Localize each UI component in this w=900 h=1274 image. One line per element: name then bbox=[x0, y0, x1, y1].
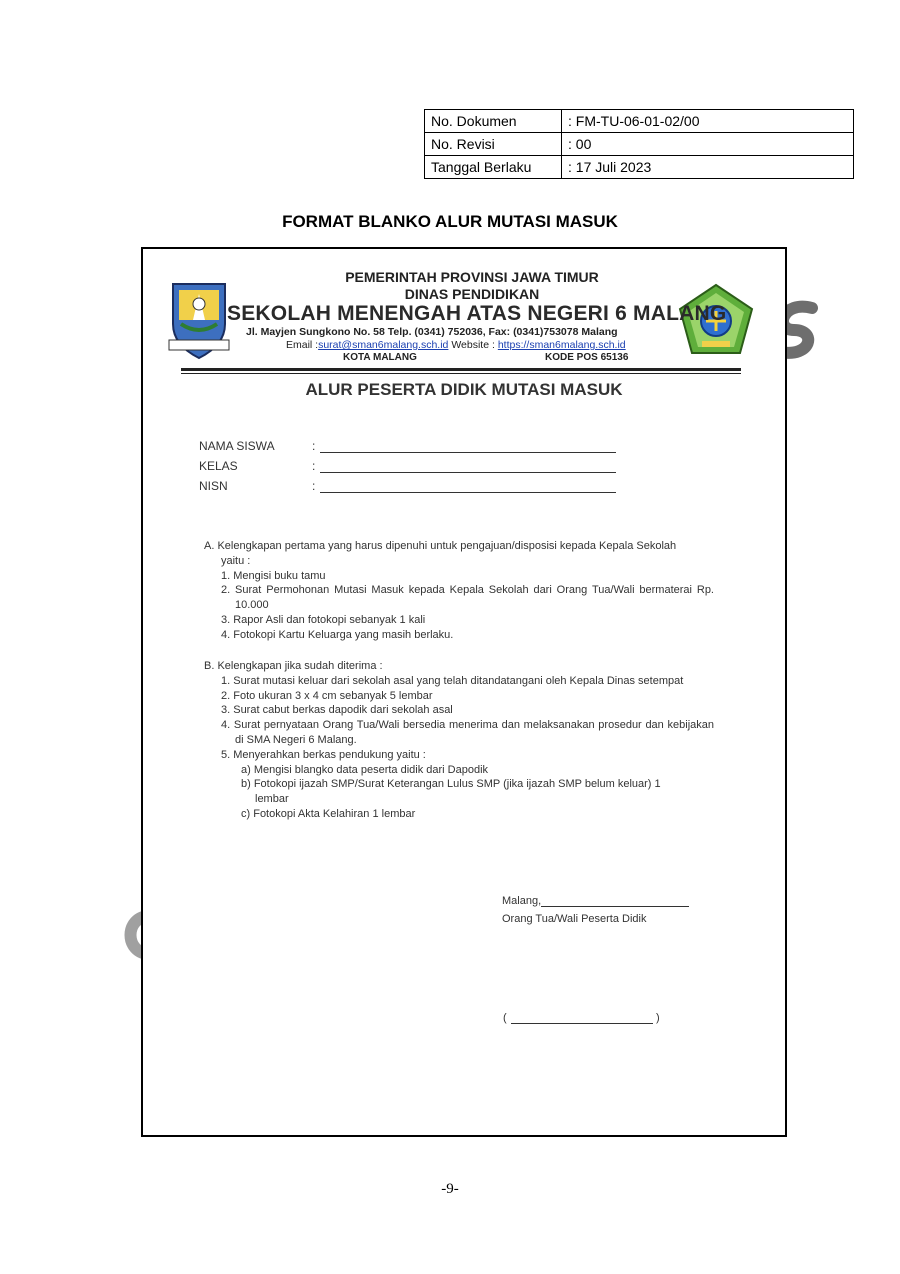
section-heading: B. Kelengkapan jika sudah diterima : bbox=[204, 660, 383, 672]
signature-place: Malang, bbox=[502, 895, 542, 907]
doc-info-label: No. Dokumen bbox=[425, 110, 562, 133]
list-item: 3. Surat cabut berkas dapodik dari sekolah asal bbox=[221, 704, 453, 717]
letterhead-postal-code: KODE POS 65136 bbox=[545, 352, 629, 363]
scanned-form-frame bbox=[141, 247, 787, 1137]
list-item: 2. Foto ukuran 3 x 4 cm sebanyak 5 lembar bbox=[221, 689, 433, 702]
page-number: -9- bbox=[441, 1181, 459, 1197]
document-title: FORMAT BLANKO ALUR MUTASI MASUK bbox=[282, 212, 618, 231]
student-name-field[interactable] bbox=[199, 439, 316, 453]
letterhead-divider bbox=[181, 373, 741, 374]
sub-list-item: a) Mengisi blangko data peserta didik dari Dapodik bbox=[241, 763, 489, 776]
signature-open-paren: ( bbox=[503, 1012, 507, 1024]
fill-in-line[interactable] bbox=[320, 472, 616, 473]
section-heading: A. Kelengkapan pertama yang harus dipenuhi untuk pengajuan/disposisi kepada Kepala Sekolah bbox=[204, 540, 677, 552]
class-field[interactable] bbox=[199, 459, 316, 473]
list-item: 5. Menyerahkan berkas pendukung yaitu : bbox=[221, 748, 426, 761]
website-link[interactable]: https://sman6malang.sch.id bbox=[497, 339, 626, 351]
table-row bbox=[425, 156, 854, 179]
letterhead-city: KOTA MALANG bbox=[343, 352, 417, 363]
signature-close-paren: ) bbox=[656, 1012, 660, 1024]
doc-info-label: No. Revisi bbox=[425, 133, 562, 156]
letterhead-divider bbox=[181, 368, 741, 371]
email-link[interactable]: surat@sman6malang.sch.id bbox=[318, 339, 449, 351]
list-item: 1. Mengisi buku tamu bbox=[221, 569, 326, 582]
document-info-table bbox=[424, 109, 854, 179]
doc-info-value: : FM-TU-06-01-02/00 bbox=[562, 110, 854, 133]
section-a bbox=[204, 539, 714, 643]
section-b bbox=[204, 659, 714, 822]
table-row bbox=[425, 110, 854, 133]
field-label: NAMA SISWA bbox=[199, 439, 275, 453]
nisn-field[interactable] bbox=[199, 479, 316, 493]
signature-role: Orang Tua/Wali Peserta Didik bbox=[502, 913, 647, 925]
field-colon: : bbox=[312, 439, 316, 453]
list-item: 3. Rapor Asli dan fotokopi sebanyak 1 kali bbox=[221, 613, 426, 626]
field-colon: : bbox=[312, 459, 316, 473]
field-colon: : bbox=[312, 479, 316, 493]
doc-info-label: Tanggal Berlaku bbox=[425, 156, 562, 179]
fill-in-line[interactable] bbox=[320, 452, 616, 453]
scanned-form bbox=[143, 249, 785, 1135]
letterhead-province: PEMERINTAH PROVINSI JAWA TIMUR bbox=[345, 269, 599, 285]
website-label: Website : bbox=[448, 339, 498, 351]
letterhead-contact bbox=[286, 339, 626, 351]
form-title: ALUR PESERTA DIDIK MUTASI MASUK bbox=[305, 380, 623, 399]
doc-info-value: : 17 Juli 2023 bbox=[562, 156, 854, 179]
date-fill-line[interactable] bbox=[541, 906, 689, 907]
email-label: Email : bbox=[286, 339, 319, 351]
list-item: 4. Surat pernyataan Orang Tua/Wali bersedia menerima dan melaksanakan prosedur dan kebijakan di SMA Negeri 6 Malang. bbox=[221, 719, 714, 746]
list-item: 1. Surat mutasi keluar dari sekolah asal yang telah ditandatangani oleh Kepala Dinas setempat bbox=[221, 674, 684, 687]
letterhead-department: DINAS PENDIDIKAN bbox=[404, 286, 540, 302]
list-item: 4. Fotokopi Kartu Keluarga yang masih berlaku. bbox=[221, 628, 454, 641]
sub-list-item: b) Fotokopi ijazah SMP/Surat Keterangan Lulus SMP (jika ijazah SMP belum keluar) 1 lembar bbox=[241, 778, 661, 806]
letterhead-school-name: SEKOLAH MENENGAH ATAS NEGERI 6 MALANG bbox=[227, 302, 727, 325]
fill-in-line[interactable] bbox=[320, 492, 616, 493]
doc-info-value: : 00 bbox=[562, 133, 854, 156]
field-label: NISN bbox=[199, 479, 228, 493]
section-heading-cont: yaitu : bbox=[221, 554, 251, 567]
letterhead-address: Jl. Mayjen Sungkono No. 58 Telp. (0341) 752036, Fax: (0341)753078 Malang bbox=[246, 326, 618, 338]
field-label: KELAS bbox=[199, 459, 238, 473]
table-row bbox=[425, 133, 854, 156]
list-item: 2. Surat Permohonan Mutasi Masuk kepada Kepala Sekolah dari Orang Tua/Wali bermaterai Rp. 10.000 bbox=[221, 584, 714, 612]
sub-list-item: c) Fotokopi Akta Kelahiran 1 lembar bbox=[241, 807, 416, 820]
signature-name-line[interactable] bbox=[511, 1023, 653, 1024]
